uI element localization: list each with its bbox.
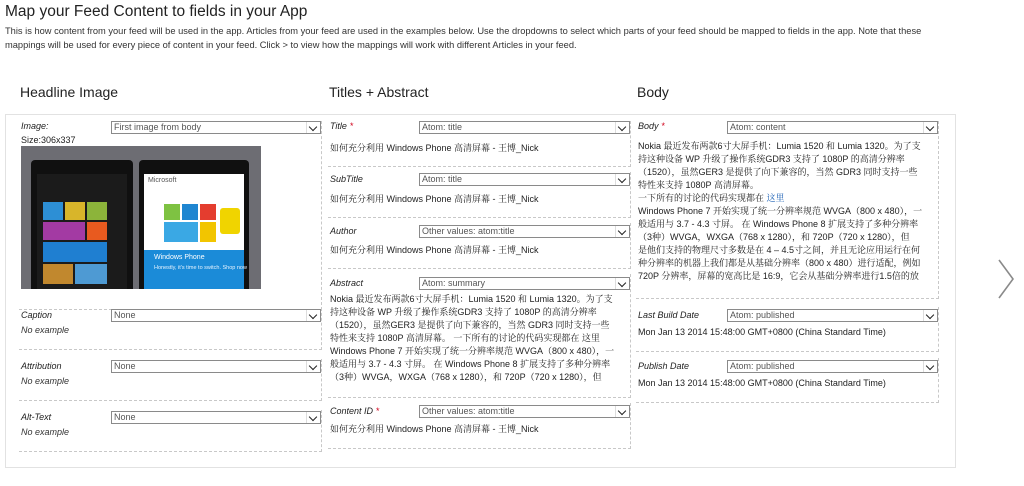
body-select[interactable] bbox=[727, 121, 938, 134]
subtitle-label: SubTitle bbox=[330, 174, 363, 184]
photo-tagline: Honestly, it's time to switch. Shop now bbox=[154, 265, 247, 271]
abstract-line: Nokia 最近发布两款6寸大屏手机：Lumia 1520 和 Lumia 1320。为了支 bbox=[330, 294, 613, 304]
alt-text-label: Alt-Text bbox=[21, 412, 52, 422]
author-label: Author bbox=[330, 226, 357, 236]
publish-date-value: Mon Jan 13 2014 15:48:00 GMT+0800 (China Standard Time) bbox=[638, 378, 886, 388]
image-select[interactable] bbox=[111, 121, 321, 134]
headline-image-preview bbox=[21, 146, 261, 289]
author-select[interactable] bbox=[419, 225, 630, 238]
caption-select[interactable] bbox=[111, 309, 321, 322]
publish-date-select-value: Atom: published bbox=[730, 361, 795, 371]
last-build-date-value: Mon Jan 13 2014 15:48:00 GMT+0800 (China Standard Time) bbox=[638, 327, 886, 337]
photo-brand: Microsoft bbox=[148, 177, 177, 184]
content-id-label: Content ID * bbox=[330, 406, 380, 416]
abstract-line: Windows Phone 7 开始实现了统一分辨率规范 WVGA（800 x 480），一 bbox=[330, 346, 615, 356]
abstract-value bbox=[330, 293, 632, 396]
body-field bbox=[636, 121, 939, 299]
body-line: Windows Phone 7 开始实现了统一分辨率规范 WVGA（800 x 480），一 bbox=[638, 206, 923, 216]
title-select[interactable] bbox=[419, 121, 630, 134]
content-id-field bbox=[328, 403, 631, 449]
subtitle-value: 如何充分利用 Windows Phone 高清屏幕 - 王博_Nick bbox=[330, 194, 539, 204]
body-line: 720P 分辨率，屏幕的宽高比是 16:9，它会从基础分辨率进行1.5倍的放 bbox=[638, 271, 919, 281]
title-select-value: Atom: title bbox=[422, 122, 463, 132]
title-label: Title * bbox=[330, 121, 354, 131]
attribution-label: Attribution bbox=[21, 361, 62, 371]
chevron-down-icon bbox=[306, 361, 320, 372]
body-line: 特性来支持 1080P 高清屏幕。 bbox=[638, 180, 759, 190]
attribution-field bbox=[19, 359, 322, 401]
publish-date-label: Publish Date bbox=[638, 361, 690, 371]
content-id-select[interactable] bbox=[419, 405, 630, 418]
title-field bbox=[328, 121, 631, 167]
alt-text-select-value: None bbox=[114, 412, 136, 422]
caption-example: No example bbox=[21, 325, 70, 335]
caption-field bbox=[19, 308, 322, 350]
chevron-down-icon bbox=[615, 226, 629, 237]
column-title-titles: Titles + Abstract bbox=[329, 84, 429, 100]
page-description: This is how content from your feed will be used in the app. Articles from your feed are used in the examples below. Use the dropdowns to select which parts of your feed should be mapped to fields in the app. Note that these mappings will be used for every piece of content in your feed. Click > to view how the mappings will work with different Articles in your feed. bbox=[5, 26, 922, 50]
last-build-date-field bbox=[636, 307, 939, 352]
abstract-select[interactable] bbox=[419, 277, 630, 290]
last-build-date-select-value: Atom: published bbox=[730, 310, 795, 320]
column-title-headline: Headline Image bbox=[20, 84, 119, 100]
alt-text-field bbox=[19, 410, 322, 452]
chevron-down-icon bbox=[923, 310, 937, 321]
last-build-date-label: Last Build Date bbox=[638, 310, 700, 320]
body-line: （1520），虽然GER3 是提供了向下兼容的，当然 GDR3 同时支持一些 bbox=[638, 167, 918, 177]
chevron-down-icon bbox=[615, 278, 629, 289]
photo-windows-phone: Windows Phone bbox=[154, 254, 205, 261]
author-value: 如何充分利用 Windows Phone 高清屏幕 - 王博_Nick bbox=[330, 245, 539, 255]
abstract-line: 般适用与 3.7 - 4.3 寸屏。 在 Windows Phone 8 扩展支持了多种分辨率 bbox=[330, 359, 611, 369]
body-line: 种分辨率的机器上我们都是从基础分辨率（800 x 480）进行适配，例如 bbox=[638, 258, 921, 268]
chevron-right-icon[interactable] bbox=[995, 258, 1017, 300]
content-id-value: 如何充分利用 Windows Phone 高清屏幕 - 王博_Nick bbox=[330, 424, 539, 434]
phone-right-image bbox=[139, 160, 249, 289]
chevron-down-icon bbox=[306, 412, 320, 423]
subtitle-select-value: Atom: title bbox=[422, 174, 463, 184]
abstract-line: 特性来支持 1080P 高清屏幕。 一下所有的讨论的代码实现都在 这里 bbox=[330, 333, 600, 343]
body-line: 持这种设备 WP 升级了操作系统GDR3 支持了 1080P 的高清分辨率 bbox=[638, 154, 905, 164]
attribution-example: No example bbox=[21, 376, 70, 386]
abstract-line: （3种）WVGA，WXGA（768 x 1280），和 720P（720 x 1280），但 bbox=[330, 372, 602, 382]
body-line: 是他们支持的物理尺寸多数是在 4 – 4.5寸之间，并且无论应用运行在何 bbox=[638, 245, 921, 255]
body-select-value: Atom: content bbox=[730, 122, 786, 132]
caption-select-value: None bbox=[114, 310, 136, 320]
chevron-down-icon bbox=[923, 122, 937, 133]
alt-text-example: No example bbox=[21, 427, 70, 437]
phone-left-image bbox=[31, 160, 133, 289]
image-size: Size:306x337 bbox=[21, 135, 76, 145]
body-line: （3种）WVGA，WXGA（768 x 1280），和 720P（720 x 1280），但 bbox=[638, 232, 910, 242]
page-title: Map your Feed Content to fields in your App bbox=[5, 3, 308, 20]
body-line: 般适用与 3.7 - 4.3 寸屏。 在 Windows Phone 8 扩展支持了多种分辨率 bbox=[638, 219, 919, 229]
subtitle-field bbox=[328, 172, 631, 218]
chevron-down-icon bbox=[615, 122, 629, 133]
column-title-body: Body bbox=[637, 84, 669, 100]
attribution-select-value: None bbox=[114, 361, 136, 371]
chevron-down-icon bbox=[615, 174, 629, 185]
body-label: Body * bbox=[638, 121, 666, 131]
author-field bbox=[328, 223, 631, 269]
chevron-down-icon bbox=[615, 406, 629, 417]
body-link[interactable]: 这里 bbox=[766, 193, 785, 203]
abstract-line: 持这种设备 WP 升级了操作系统GDR3 支持了 1080P 的高清分辨率 bbox=[330, 307, 597, 317]
author-select-value: Other values: atom:title bbox=[422, 226, 515, 236]
last-build-date-select[interactable] bbox=[727, 309, 938, 322]
chevron-down-icon bbox=[306, 310, 320, 321]
image-field bbox=[19, 121, 322, 310]
content-id-select-value: Other values: atom:title bbox=[422, 406, 515, 416]
body-line: Nokia 最近发布两款6寸大屏手机：Lumia 1520 和 Lumia 1320。为了支 bbox=[638, 141, 921, 151]
chevron-down-icon bbox=[923, 361, 937, 372]
abstract-select-value: Atom: summary bbox=[422, 278, 486, 288]
image-select-value: First image from body bbox=[114, 122, 202, 132]
chevron-down-icon bbox=[306, 122, 320, 133]
subtitle-select[interactable] bbox=[419, 173, 630, 186]
title-value: 如何充分利用 Windows Phone 高清屏幕 - 王博_Nick bbox=[330, 143, 539, 153]
publish-date-field bbox=[636, 358, 939, 403]
publish-date-select[interactable] bbox=[727, 360, 938, 373]
attribution-select[interactable] bbox=[111, 360, 321, 373]
mapping-panel bbox=[5, 114, 956, 468]
body-value bbox=[638, 140, 940, 297]
abstract-label: Abstract bbox=[330, 278, 364, 288]
abstract-field bbox=[328, 274, 631, 398]
image-label: Image: bbox=[21, 121, 49, 131]
caption-label: Caption bbox=[21, 310, 53, 320]
alt-text-select[interactable] bbox=[111, 411, 321, 424]
body-line-with-link: 一下所有的讨论的代码实现都在 这里 bbox=[638, 193, 785, 203]
abstract-line: （1520），虽然GER3 是提供了向下兼容的，当然 GDR3 同时支持一些 bbox=[330, 320, 610, 330]
